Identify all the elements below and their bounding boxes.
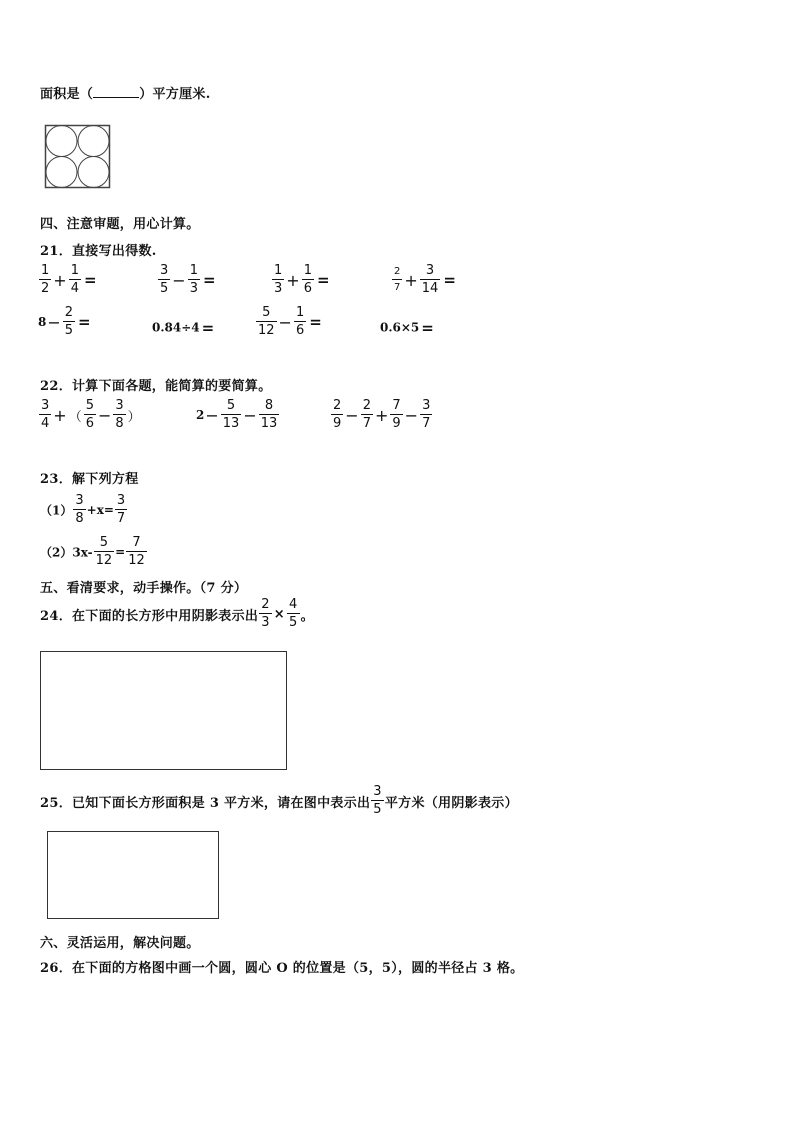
equals-sign: = <box>201 318 215 337</box>
answer-blank[interactable] <box>93 85 139 98</box>
denominator: 4 <box>41 416 50 431</box>
equals-sign: = <box>421 318 434 337</box>
operator: − <box>205 405 219 425</box>
numerator: 3 <box>160 263 169 278</box>
q24-rectangle[interactable] <box>40 651 287 770</box>
q26-prompt: 26．在下面的方格图中画一个圆，圆心 O 的位置是（5，5），圆的半径占 3 格。 <box>40 961 524 976</box>
fraction <box>39 399 51 431</box>
section-4-heading: 四、注意审题，用心计算。 <box>40 217 200 232</box>
numerator: 4 <box>288 597 298 612</box>
q22-title: 22．计算下面各题，能简算的要简算。 <box>40 379 272 394</box>
denominator: 3 <box>189 281 198 296</box>
fraction <box>188 264 200 296</box>
numerator: 2 <box>333 398 342 413</box>
equals-sign: = <box>309 313 322 331</box>
denominator: 3 <box>261 615 270 630</box>
fraction <box>371 785 384 817</box>
denominator: 8 <box>75 511 84 526</box>
numerator: 1 <box>295 305 305 320</box>
fraction <box>420 399 432 431</box>
numerator: 2 <box>261 597 270 612</box>
q21-expr-7 <box>255 306 322 338</box>
denominator: 6 <box>85 416 94 431</box>
left-paren: （ <box>68 409 82 425</box>
q22-expr-1 <box>38 399 142 431</box>
operator: + <box>286 270 300 290</box>
numerator: 3 <box>116 493 126 508</box>
section-6-heading: 六、灵活运用，解决问题。 <box>40 936 200 951</box>
figure-circle <box>78 157 109 188</box>
numerator: 1 <box>303 263 312 278</box>
denominator: 6 <box>295 323 305 338</box>
equals-sign: = <box>316 271 330 289</box>
figure-circle <box>78 126 109 157</box>
denominator: 14 <box>421 281 439 296</box>
fraction <box>259 598 272 630</box>
denominator: 8 <box>115 416 124 431</box>
fraction <box>115 494 127 526</box>
math-text: 0.84÷4 <box>152 320 200 335</box>
denominator: 9 <box>333 416 342 431</box>
operator: + <box>53 270 67 290</box>
math-text: （2）3x- <box>40 545 93 560</box>
q21-expr-6 <box>152 317 214 337</box>
fraction <box>84 399 96 431</box>
fraction <box>69 264 81 296</box>
numerator: 3 <box>425 263 435 278</box>
q21-expr-8 <box>380 317 434 337</box>
operator: + <box>53 405 67 425</box>
numerator: 3 <box>422 398 431 413</box>
numerator: 1 <box>274 263 283 278</box>
q21-expr-5 <box>38 306 91 338</box>
q24-end: 。 <box>300 608 314 624</box>
fraction <box>294 306 306 338</box>
fraction <box>390 399 402 431</box>
math-text: +x= <box>86 503 114 517</box>
operator: − <box>47 312 61 332</box>
fraction <box>73 494 85 526</box>
fraction <box>302 264 314 296</box>
fraction <box>63 306 75 338</box>
math-text: （1） <box>40 503 73 518</box>
q22-expr-3 <box>330 399 433 431</box>
q25-text: 25．已知下面长方形面积是 3 平方米，请在图中表示出 <box>40 795 371 811</box>
q22-expr-2 <box>196 399 280 431</box>
section-5-heading: 五、看清要求，动手操作。（7 分） <box>40 581 248 596</box>
fraction <box>272 264 284 296</box>
right-paren: ） <box>127 409 141 425</box>
denominator: 12 <box>128 553 145 568</box>
numerator: 1 <box>70 263 79 278</box>
q20-tail-pre: 面积是（ <box>40 87 94 102</box>
operator: − <box>243 405 257 425</box>
q25-text-end: 平方米（用阴影表示） <box>384 795 518 811</box>
numerator: 5 <box>99 535 109 550</box>
math-text: = <box>115 545 126 559</box>
numerator: 1 <box>41 263 50 278</box>
q20-tail-line <box>40 83 211 102</box>
denominator: 12 <box>258 323 275 338</box>
operator: × <box>273 606 285 622</box>
fraction <box>287 598 300 630</box>
fraction <box>331 399 343 431</box>
equals-sign: = <box>202 271 216 289</box>
numerator: 7 <box>132 535 141 550</box>
denominator: 7 <box>116 511 126 526</box>
fraction <box>221 399 242 431</box>
numerator: 8 <box>264 398 274 413</box>
fraction <box>158 264 170 296</box>
operator: − <box>404 405 419 425</box>
q25-prompt <box>40 785 518 817</box>
operator: + <box>374 405 389 425</box>
q21-expr-2 <box>157 264 216 296</box>
numerator: 5 <box>262 305 271 320</box>
numerator: 3 <box>115 398 124 413</box>
fraction <box>361 399 373 431</box>
q21-expr-3 <box>271 264 330 296</box>
equals-sign: = <box>443 271 456 289</box>
denominator: 2 <box>41 281 50 296</box>
equals-sign: = <box>78 313 91 331</box>
operator: − <box>278 312 292 332</box>
numerator: 5 <box>226 398 236 413</box>
figure-circle <box>46 126 77 157</box>
operator: − <box>172 270 186 290</box>
denominator: 9 <box>392 416 401 431</box>
q20-tail-post: ）平方厘米. <box>139 87 211 102</box>
numerator: 3 <box>41 398 50 413</box>
denominator: 12 <box>95 553 113 568</box>
denominator: 5 <box>160 281 169 296</box>
numerator: 7 <box>392 398 401 413</box>
denominator: 5 <box>288 615 298 630</box>
fraction <box>113 399 125 431</box>
denominator: 6 <box>303 281 312 296</box>
denominator: 3 <box>274 281 283 296</box>
q21-expr-1 <box>38 264 97 296</box>
numerator: 3 <box>373 784 382 799</box>
math-text: 0.6×5 <box>380 320 420 335</box>
numerator: 2 <box>362 398 371 413</box>
operator: − <box>97 405 112 425</box>
q24-prompt <box>40 598 314 630</box>
denominator: 13 <box>260 416 278 431</box>
operator: − <box>345 405 359 425</box>
numerator: 1 <box>189 263 198 278</box>
numerator: 2 <box>64 305 74 320</box>
q24-text: 24．在下面的长方形中用阴影表示出 <box>40 608 259 624</box>
q23-equation-1 <box>40 494 128 526</box>
four-circles-figure <box>44 124 112 190</box>
q23-title: 23．解下列方程 <box>40 472 139 487</box>
denominator: 7 <box>362 416 371 431</box>
math-text: 2 <box>196 408 205 422</box>
denominator: 4 <box>70 281 79 296</box>
operator: + <box>404 270 418 290</box>
fraction <box>256 306 277 338</box>
numerator: 5 <box>85 398 94 413</box>
math-text: 8 <box>38 315 47 329</box>
denominator: 5 <box>373 802 382 817</box>
fraction <box>259 399 280 431</box>
numerator: 3 <box>75 493 84 508</box>
figure-square <box>46 126 110 188</box>
figure-circle <box>46 157 77 188</box>
fraction <box>94 536 115 568</box>
fraction <box>392 266 402 294</box>
denominator: 13 <box>222 416 240 431</box>
q21-title: 21．直接写出得数. <box>40 244 157 259</box>
fraction <box>39 264 51 296</box>
equals-sign: = <box>83 271 97 289</box>
denominator: 5 <box>64 323 74 338</box>
q25-rectangle[interactable] <box>47 831 219 919</box>
fraction <box>420 264 441 296</box>
denominator: 7 <box>392 279 402 294</box>
fraction <box>126 536 147 568</box>
denominator: 7 <box>422 416 431 431</box>
q23-equation-2 <box>40 536 148 568</box>
q21-expr-4 <box>391 264 456 296</box>
numerator: 2 <box>394 266 401 277</box>
